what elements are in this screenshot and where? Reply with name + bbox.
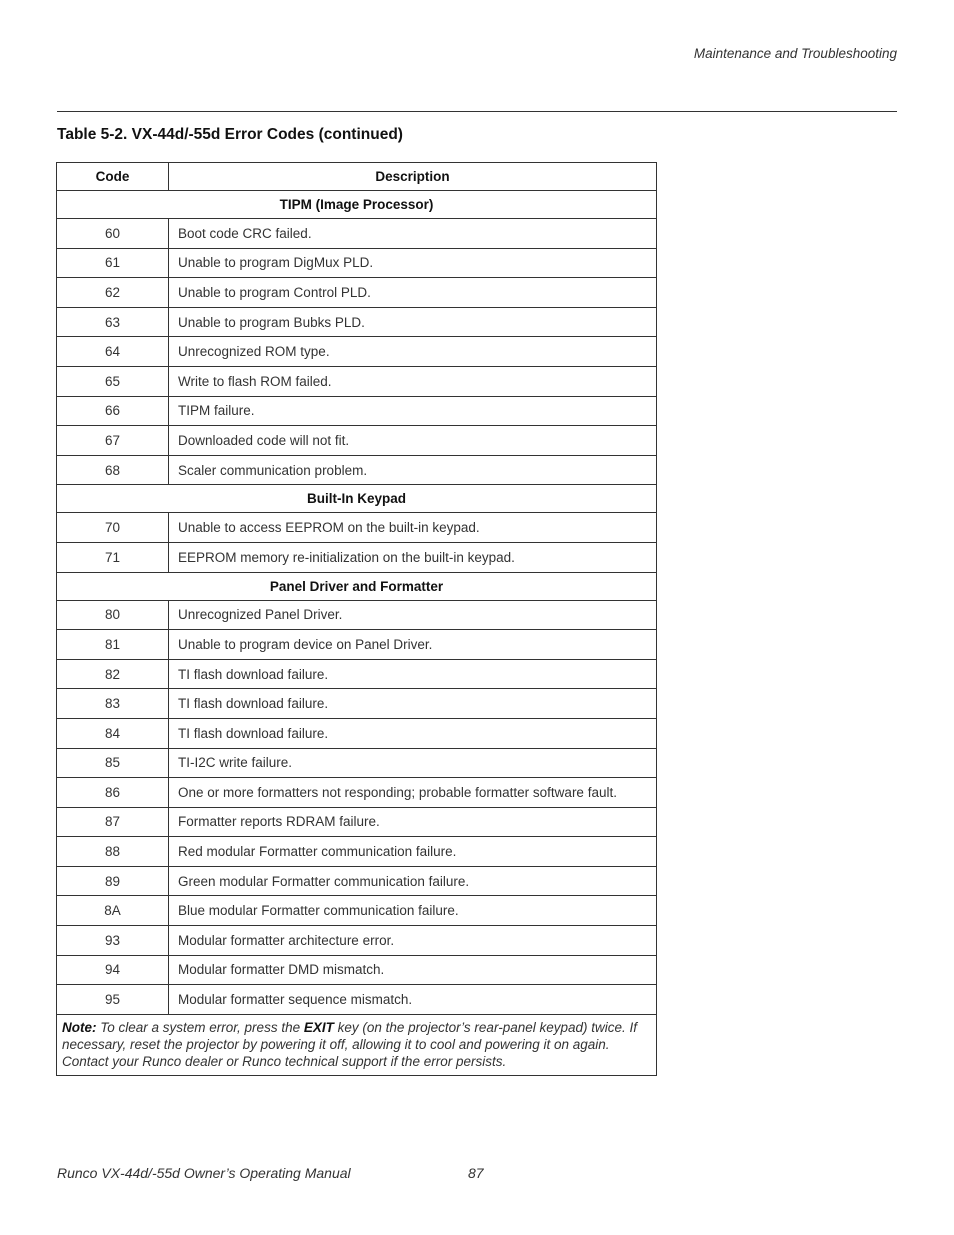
- error-description-cell: Red modular Formatter communication failure.: [169, 837, 657, 867]
- table-row: [57, 426, 657, 456]
- error-description-cell: Modular formatter sequence mismatch.: [169, 985, 657, 1015]
- table-row: [57, 896, 657, 926]
- column-header-description: Description: [169, 163, 657, 191]
- error-description-cell: One or more formatters not responding; probable formatter software fault.: [169, 778, 657, 808]
- table-row: [57, 837, 657, 867]
- error-code-cell: 68: [57, 455, 169, 485]
- error-code-cell: 80: [57, 600, 169, 630]
- table-row: [57, 807, 657, 837]
- table-row: [57, 659, 657, 689]
- error-code-cell: 8A: [57, 896, 169, 926]
- error-code-cell: 67: [57, 426, 169, 456]
- error-code-cell: 89: [57, 866, 169, 896]
- error-code-cell: 94: [57, 955, 169, 985]
- section-heading-row: [57, 485, 657, 513]
- error-description-cell: Unable to program DigMux PLD.: [169, 248, 657, 278]
- error-description-cell: Unable to program device on Panel Driver.: [169, 630, 657, 660]
- error-code-cell: 70: [57, 513, 169, 543]
- table-row: [57, 600, 657, 630]
- error-description-cell: Green modular Formatter communication failure.: [169, 866, 657, 896]
- table-row: [57, 248, 657, 278]
- table-row: [57, 718, 657, 748]
- table-header-row: [57, 163, 657, 191]
- table-row: [57, 542, 657, 572]
- table-row: [57, 926, 657, 956]
- error-code-cell: 61: [57, 248, 169, 278]
- error-code-cell: 87: [57, 807, 169, 837]
- section-heading: Panel Driver and Formatter: [57, 572, 657, 600]
- error-description-cell: Write to flash ROM failed.: [169, 366, 657, 396]
- table-row: [57, 307, 657, 337]
- error-description-cell: Boot code CRC failed.: [169, 219, 657, 249]
- section-heading: TIPM (Image Processor): [57, 191, 657, 219]
- error-code-cell: 65: [57, 366, 169, 396]
- note-label: Note:: [62, 1019, 97, 1035]
- error-code-cell: 66: [57, 396, 169, 426]
- error-description-cell: Scaler communication problem.: [169, 455, 657, 485]
- error-code-cell: 63: [57, 307, 169, 337]
- error-code-cell: 84: [57, 718, 169, 748]
- error-code-cell: 62: [57, 278, 169, 308]
- table-row: [57, 455, 657, 485]
- error-description-cell: Unable to program Control PLD.: [169, 278, 657, 308]
- error-code-cell: 95: [57, 985, 169, 1015]
- note-text-after: key (on the projector’s rear-panel keypad) twice. If necessary, reset the projector by powering it off, allowing it to cool and powering it on again. Contact your Runco dealer or Runco technical support if the error persists.: [62, 1019, 638, 1069]
- error-description-cell: Modular formatter DMD mismatch.: [169, 955, 657, 985]
- error-description-cell: Unable to program Bubks PLD.: [169, 307, 657, 337]
- error-description-cell: EEPROM memory re-initialization on the built-in keypad.: [169, 542, 657, 572]
- table-title: Table 5-2. VX-44d/-55d Error Codes (continued): [57, 126, 403, 143]
- header-rule: [57, 111, 897, 112]
- error-code-cell: 93: [57, 926, 169, 956]
- error-description-cell: TI flash download failure.: [169, 718, 657, 748]
- note-text-before: To clear a system error, press the: [96, 1019, 304, 1035]
- error-description-cell: Unrecognized Panel Driver.: [169, 600, 657, 630]
- error-description-cell: Blue modular Formatter communication failure.: [169, 896, 657, 926]
- error-description-cell: Formatter reports RDRAM failure.: [169, 807, 657, 837]
- error-code-cell: 71: [57, 542, 169, 572]
- table-row: [57, 985, 657, 1015]
- footer-manual-title: Runco VX-44d/-55d Owner’s Operating Manual: [57, 1165, 351, 1181]
- table-row: [57, 955, 657, 985]
- error-description-cell: TIPM failure.: [169, 396, 657, 426]
- error-description-cell: TI-I2C write failure.: [169, 748, 657, 778]
- table-row: [57, 778, 657, 808]
- table-row: [57, 396, 657, 426]
- table-row: [57, 278, 657, 308]
- section-heading-row: [57, 572, 657, 600]
- table-row: [57, 748, 657, 778]
- error-code-cell: 85: [57, 748, 169, 778]
- table-row: [57, 689, 657, 719]
- error-code-cell: 81: [57, 630, 169, 660]
- footer-page-number: 87: [468, 1165, 484, 1181]
- table-row: [57, 219, 657, 249]
- error-description-cell: Downloaded code will not fit.: [169, 426, 657, 456]
- error-codes-table: [56, 162, 657, 1076]
- error-code-cell: 86: [57, 778, 169, 808]
- error-code-cell: 64: [57, 337, 169, 367]
- error-description-cell: Modular formatter architecture error.: [169, 926, 657, 956]
- running-header: Maintenance and Troubleshooting: [693, 46, 897, 61]
- error-description-cell: Unrecognized ROM type.: [169, 337, 657, 367]
- error-description-cell: Unable to access EEPROM on the built-in keypad.: [169, 513, 657, 543]
- error-description-cell: TI flash download failure.: [169, 659, 657, 689]
- section-heading: Built-In Keypad: [57, 485, 657, 513]
- note-row: [57, 1014, 657, 1075]
- table-row: [57, 630, 657, 660]
- error-code-cell: 82: [57, 659, 169, 689]
- table-row: [57, 866, 657, 896]
- exit-key-label: EXIT: [303, 1019, 334, 1035]
- error-code-cell: 88: [57, 837, 169, 867]
- note-cell: [57, 1014, 657, 1075]
- table-row: [57, 337, 657, 367]
- table-row: [57, 366, 657, 396]
- table-body: [57, 191, 657, 1076]
- table-row: [57, 513, 657, 543]
- column-header-code: Code: [57, 163, 169, 191]
- error-description-cell: TI flash download failure.: [169, 689, 657, 719]
- section-heading-row: [57, 191, 657, 219]
- error-code-cell: 60: [57, 219, 169, 249]
- error-code-cell: 83: [57, 689, 169, 719]
